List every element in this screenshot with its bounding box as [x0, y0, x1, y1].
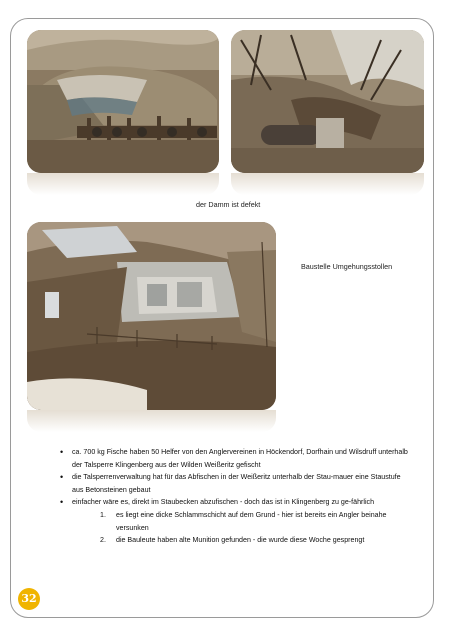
numbered-list: [72, 509, 412, 547]
photo-bypass-tunnel-site: [27, 222, 276, 410]
numbered-item-text: es liegt eine dicke Schlammschicht auf dem Grund - hier ist bereits ein Angler beinahe versunken: [116, 510, 387, 532]
photo-dam-construction: [27, 30, 219, 173]
numbered-item: [100, 509, 412, 534]
bullet-item: • die Talsperrenverwaltung hat für das Abfischen in der Weißeritz unterhalb der Stau-mauer eine Staustufe aus Betonsteinen gebaut: [60, 471, 412, 496]
photo-reflection: [231, 173, 424, 195]
numbered-item-number: 2.: [100, 536, 106, 545]
numbered-item-number: 1.: [100, 510, 106, 519]
bullet-item-text: einfacher wäre es, direkt im Staubecken abzufischen - doch das ist in Klingenberg zu ge-fährlich: [72, 498, 375, 507]
photo-reflection: [27, 173, 219, 195]
page-number-badge: 32: [18, 588, 40, 610]
bullet-item: • ca. 700 kg Fische haben 50 Helfer von den Anglervereinen in Höckendorf, Dorfhain und Wilsdruff unterhalb der Talsperre Klingenberg aus der Wilden Weißeritz gefischt: [60, 446, 412, 471]
numbered-item: [100, 534, 412, 547]
numbered-item-text: die Bauleute haben alte Munition gefunden - die wurde diese Woche gesprengt: [116, 536, 365, 545]
photo-reflection: [27, 410, 276, 432]
photo-damaged-dam: [231, 30, 424, 173]
caption-dam-defect: der Damm ist defekt: [196, 200, 261, 209]
bullet-list: [60, 446, 412, 547]
bullet-item: [60, 496, 412, 546]
caption-bypass-tunnel-site: Baustelle Umgehungsstollen: [301, 262, 393, 271]
